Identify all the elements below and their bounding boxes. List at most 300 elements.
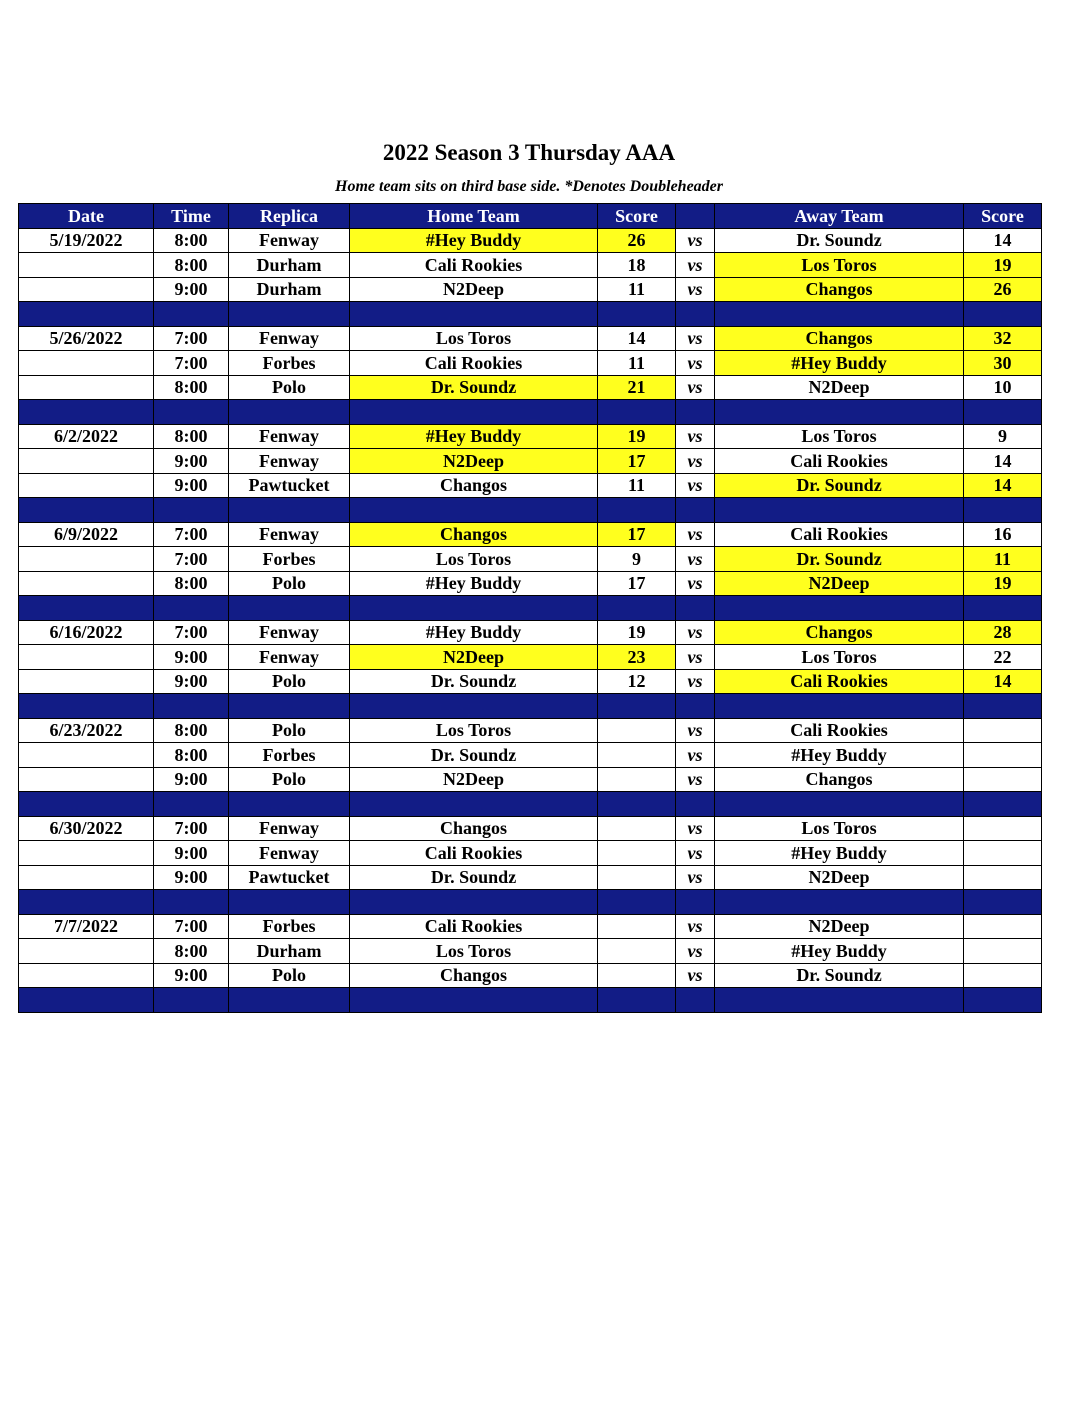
separator-cell	[598, 694, 676, 719]
game-date-empty	[19, 767, 154, 792]
away-team: Los Toros	[715, 424, 964, 449]
home-team: #Hey Buddy	[350, 228, 598, 253]
home-team: Dr. Soundz	[350, 375, 598, 400]
away-score	[964, 767, 1042, 792]
game-row	[19, 571, 1042, 596]
away-score	[964, 743, 1042, 768]
vs-label: vs	[676, 914, 715, 939]
separator-cell	[19, 596, 154, 621]
away-team: Cali Rookies	[715, 522, 964, 547]
away-score: 26	[964, 277, 1042, 302]
away-score: 28	[964, 620, 1042, 645]
game-date-empty	[19, 865, 154, 890]
week-separator-row	[19, 302, 1042, 327]
home-score	[598, 743, 676, 768]
game-row	[19, 253, 1042, 278]
separator-cell	[350, 890, 598, 915]
home-team: Cali Rookies	[350, 351, 598, 376]
vs-label: vs	[676, 473, 715, 498]
away-score	[964, 841, 1042, 866]
home-score	[598, 865, 676, 890]
game-date-empty	[19, 375, 154, 400]
away-score	[964, 939, 1042, 964]
game-time: 9:00	[154, 865, 229, 890]
game-row	[19, 424, 1042, 449]
game-date-empty	[19, 841, 154, 866]
game-time: 8:00	[154, 228, 229, 253]
home-team: Changos	[350, 963, 598, 988]
game-time: 9:00	[154, 841, 229, 866]
separator-cell	[676, 792, 715, 817]
home-score	[598, 914, 676, 939]
week-separator-row	[19, 694, 1042, 719]
separator-cell	[964, 596, 1042, 621]
separator-cell	[964, 792, 1042, 817]
game-field: Pawtucket	[229, 473, 350, 498]
away-score	[964, 718, 1042, 743]
vs-label: vs	[676, 253, 715, 278]
home-score: 26	[598, 228, 676, 253]
home-score: 21	[598, 375, 676, 400]
separator-cell	[154, 400, 229, 425]
schedule-table	[18, 203, 1042, 1013]
game-time: 8:00	[154, 424, 229, 449]
game-date: 6/30/2022	[19, 816, 154, 841]
separator-cell	[964, 890, 1042, 915]
away-score: 14	[964, 669, 1042, 694]
separator-cell	[19, 694, 154, 719]
home-score: 19	[598, 424, 676, 449]
game-row	[19, 841, 1042, 866]
home-score	[598, 816, 676, 841]
game-time: 9:00	[154, 277, 229, 302]
game-field: Fenway	[229, 841, 350, 866]
game-field: Durham	[229, 253, 350, 278]
away-score	[964, 914, 1042, 939]
separator-cell	[154, 498, 229, 523]
away-score	[964, 865, 1042, 890]
home-team: Los Toros	[350, 326, 598, 351]
separator-cell	[715, 988, 964, 1013]
game-field: Fenway	[229, 228, 350, 253]
separator-cell	[598, 498, 676, 523]
game-time: 7:00	[154, 547, 229, 572]
game-time: 9:00	[154, 963, 229, 988]
vs-label: vs	[676, 326, 715, 351]
vs-label: vs	[676, 522, 715, 547]
home-score	[598, 841, 676, 866]
home-team: Dr. Soundz	[350, 865, 598, 890]
separator-cell	[19, 400, 154, 425]
game-row	[19, 669, 1042, 694]
game-date: 5/19/2022	[19, 228, 154, 253]
game-date: 6/2/2022	[19, 424, 154, 449]
game-row	[19, 718, 1042, 743]
separator-cell	[350, 694, 598, 719]
game-row	[19, 939, 1042, 964]
game-field: Fenway	[229, 645, 350, 670]
separator-cell	[19, 792, 154, 817]
away-team: Cali Rookies	[715, 449, 964, 474]
home-team: Changos	[350, 816, 598, 841]
home-team: Changos	[350, 522, 598, 547]
home-score: 23	[598, 645, 676, 670]
separator-cell	[229, 400, 350, 425]
separator-cell	[154, 890, 229, 915]
separator-cell	[715, 890, 964, 915]
separator-cell	[715, 498, 964, 523]
game-field: Fenway	[229, 522, 350, 547]
game-time: 7:00	[154, 326, 229, 351]
away-team: #Hey Buddy	[715, 351, 964, 376]
separator-cell	[598, 792, 676, 817]
game-field: Polo	[229, 669, 350, 694]
vs-label: vs	[676, 277, 715, 302]
separator-cell	[229, 694, 350, 719]
header-replica: Replica	[229, 204, 350, 229]
home-team: Los Toros	[350, 547, 598, 572]
game-field: Polo	[229, 718, 350, 743]
home-team: Los Toros	[350, 939, 598, 964]
game-time: 7:00	[154, 816, 229, 841]
home-score: 14	[598, 326, 676, 351]
vs-label: vs	[676, 816, 715, 841]
separator-cell	[715, 596, 964, 621]
game-row	[19, 326, 1042, 351]
away-score: 16	[964, 522, 1042, 547]
home-score: 9	[598, 547, 676, 572]
vs-label: vs	[676, 963, 715, 988]
home-team: #Hey Buddy	[350, 571, 598, 596]
separator-cell	[154, 596, 229, 621]
header-home-score: Score	[598, 204, 676, 229]
separator-cell	[229, 988, 350, 1013]
vs-label: vs	[676, 375, 715, 400]
game-date-empty	[19, 253, 154, 278]
separator-cell	[964, 694, 1042, 719]
home-team: N2Deep	[350, 767, 598, 792]
game-date-empty	[19, 449, 154, 474]
home-score	[598, 963, 676, 988]
home-team: Los Toros	[350, 718, 598, 743]
game-time: 7:00	[154, 351, 229, 376]
vs-label: vs	[676, 449, 715, 474]
game-time: 9:00	[154, 767, 229, 792]
separator-cell	[229, 792, 350, 817]
game-date-empty	[19, 963, 154, 988]
separator-cell	[598, 890, 676, 915]
vs-label: vs	[676, 669, 715, 694]
game-time: 9:00	[154, 449, 229, 474]
vs-label: vs	[676, 939, 715, 964]
game-date-empty	[19, 571, 154, 596]
game-field: Fenway	[229, 424, 350, 449]
header-away-score: Score	[964, 204, 1042, 229]
vs-label: vs	[676, 865, 715, 890]
separator-cell	[229, 890, 350, 915]
game-field: Durham	[229, 939, 350, 964]
away-team: N2Deep	[715, 865, 964, 890]
vs-label: vs	[676, 571, 715, 596]
game-time: 9:00	[154, 645, 229, 670]
page-title: 2022 Season 3 Thursday AAA	[382, 140, 676, 165]
separator-cell	[350, 988, 598, 1013]
home-score: 19	[598, 620, 676, 645]
away-team: Los Toros	[715, 645, 964, 670]
away-score	[964, 816, 1042, 841]
game-time: 8:00	[154, 939, 229, 964]
separator-cell	[598, 302, 676, 327]
separator-cell	[19, 988, 154, 1013]
home-score	[598, 718, 676, 743]
away-score: 14	[964, 228, 1042, 253]
game-row	[19, 865, 1042, 890]
game-row	[19, 645, 1042, 670]
vs-label: vs	[676, 718, 715, 743]
week-separator-row	[19, 988, 1042, 1013]
separator-cell	[964, 988, 1042, 1013]
vs-label: vs	[676, 620, 715, 645]
week-separator-row	[19, 596, 1042, 621]
separator-cell	[154, 988, 229, 1013]
game-row	[19, 743, 1042, 768]
vs-label: vs	[676, 743, 715, 768]
away-team: #Hey Buddy	[715, 939, 964, 964]
away-score: 19	[964, 253, 1042, 278]
game-date-empty	[19, 939, 154, 964]
game-date: 5/26/2022	[19, 326, 154, 351]
away-team: Changos	[715, 326, 964, 351]
away-score: 10	[964, 375, 1042, 400]
away-score: 14	[964, 449, 1042, 474]
game-field: Durham	[229, 277, 350, 302]
away-score: 19	[964, 571, 1042, 596]
home-score: 12	[598, 669, 676, 694]
separator-cell	[676, 596, 715, 621]
away-score: 22	[964, 645, 1042, 670]
away-team: Dr. Soundz	[715, 963, 964, 988]
away-score: 32	[964, 326, 1042, 351]
game-date-empty	[19, 547, 154, 572]
home-score: 17	[598, 449, 676, 474]
vs-label: vs	[676, 767, 715, 792]
separator-cell	[350, 792, 598, 817]
away-score	[964, 963, 1042, 988]
vs-label: vs	[676, 547, 715, 572]
home-team: N2Deep	[350, 277, 598, 302]
home-team: Changos	[350, 473, 598, 498]
away-team: Changos	[715, 620, 964, 645]
game-field: Forbes	[229, 914, 350, 939]
separator-cell	[229, 596, 350, 621]
home-team: Dr. Soundz	[350, 669, 598, 694]
game-row	[19, 351, 1042, 376]
game-date-empty	[19, 669, 154, 694]
separator-cell	[715, 792, 964, 817]
week-separator-row	[19, 890, 1042, 915]
home-score	[598, 767, 676, 792]
header-vs	[676, 204, 715, 229]
game-row	[19, 767, 1042, 792]
separator-cell	[154, 694, 229, 719]
separator-cell	[715, 694, 964, 719]
separator-cell	[715, 302, 964, 327]
vs-label: vs	[676, 841, 715, 866]
game-row	[19, 547, 1042, 572]
game-row	[19, 473, 1042, 498]
game-field: Forbes	[229, 547, 350, 572]
game-field: Polo	[229, 571, 350, 596]
separator-cell	[19, 302, 154, 327]
game-date-empty	[19, 743, 154, 768]
separator-cell	[598, 988, 676, 1013]
week-separator-row	[19, 400, 1042, 425]
away-team: Los Toros	[715, 816, 964, 841]
game-date: 6/23/2022	[19, 718, 154, 743]
away-team: Los Toros	[715, 253, 964, 278]
separator-cell	[350, 302, 598, 327]
separator-cell	[676, 694, 715, 719]
game-row	[19, 449, 1042, 474]
away-team: N2Deep	[715, 914, 964, 939]
away-score: 9	[964, 424, 1042, 449]
separator-cell	[229, 302, 350, 327]
separator-cell	[676, 890, 715, 915]
vs-label: vs	[676, 424, 715, 449]
home-team: Cali Rookies	[350, 914, 598, 939]
home-score: 11	[598, 277, 676, 302]
game-time: 7:00	[154, 914, 229, 939]
away-team: N2Deep	[715, 375, 964, 400]
separator-cell	[350, 400, 598, 425]
game-row	[19, 914, 1042, 939]
home-score: 17	[598, 571, 676, 596]
game-time: 7:00	[154, 522, 229, 547]
away-team: Dr. Soundz	[715, 228, 964, 253]
home-team: #Hey Buddy	[350, 620, 598, 645]
game-field: Fenway	[229, 326, 350, 351]
separator-cell	[676, 302, 715, 327]
home-score: 11	[598, 473, 676, 498]
vs-label: vs	[676, 645, 715, 670]
header-date: Date	[19, 204, 154, 229]
game-field: Fenway	[229, 816, 350, 841]
game-field: Pawtucket	[229, 865, 350, 890]
away-team: Changos	[715, 767, 964, 792]
separator-cell	[19, 498, 154, 523]
game-date-empty	[19, 645, 154, 670]
header-home-team: Home Team	[350, 204, 598, 229]
game-row	[19, 816, 1042, 841]
game-row	[19, 228, 1042, 253]
separator-cell	[598, 400, 676, 425]
game-date-empty	[19, 473, 154, 498]
separator-cell	[19, 890, 154, 915]
game-time: 8:00	[154, 718, 229, 743]
home-score: 18	[598, 253, 676, 278]
home-team: Dr. Soundz	[350, 743, 598, 768]
game-field: Forbes	[229, 351, 350, 376]
game-row	[19, 620, 1042, 645]
away-team: Changos	[715, 277, 964, 302]
home-score: 11	[598, 351, 676, 376]
home-team: Cali Rookies	[350, 841, 598, 866]
game-date: 6/16/2022	[19, 620, 154, 645]
home-team: #Hey Buddy	[350, 424, 598, 449]
away-team: Dr. Soundz	[715, 473, 964, 498]
week-separator-row	[19, 792, 1042, 817]
game-time: 7:00	[154, 620, 229, 645]
game-field: Polo	[229, 767, 350, 792]
away-team: #Hey Buddy	[715, 743, 964, 768]
game-time: 9:00	[154, 473, 229, 498]
game-time: 9:00	[154, 669, 229, 694]
page-subtitle: Home team sits on third base side. *Denotes Doubleheader	[335, 178, 723, 195]
away-team: Dr. Soundz	[715, 547, 964, 572]
game-date-empty	[19, 351, 154, 376]
separator-cell	[964, 302, 1042, 327]
separator-cell	[350, 596, 598, 621]
separator-cell	[964, 400, 1042, 425]
separator-cell	[715, 400, 964, 425]
game-time: 8:00	[154, 375, 229, 400]
header-row	[19, 204, 1042, 229]
game-time: 8:00	[154, 743, 229, 768]
game-time: 8:00	[154, 253, 229, 278]
separator-cell	[154, 302, 229, 327]
game-field: Fenway	[229, 620, 350, 645]
game-field: Polo	[229, 963, 350, 988]
separator-cell	[676, 988, 715, 1013]
separator-cell	[676, 400, 715, 425]
home-team: Cali Rookies	[350, 253, 598, 278]
separator-cell	[598, 596, 676, 621]
home-team: N2Deep	[350, 645, 598, 670]
away-score: 30	[964, 351, 1042, 376]
separator-cell	[154, 792, 229, 817]
separator-cell	[229, 498, 350, 523]
game-time: 8:00	[154, 571, 229, 596]
vs-label: vs	[676, 351, 715, 376]
game-date: 7/7/2022	[19, 914, 154, 939]
home-score: 17	[598, 522, 676, 547]
away-team: #Hey Buddy	[715, 841, 964, 866]
game-field: Fenway	[229, 449, 350, 474]
game-row	[19, 522, 1042, 547]
game-row	[19, 375, 1042, 400]
home-team: N2Deep	[350, 449, 598, 474]
week-separator-row	[19, 498, 1042, 523]
away-score: 14	[964, 473, 1042, 498]
vs-label: vs	[676, 228, 715, 253]
home-score	[598, 939, 676, 964]
game-field: Polo	[229, 375, 350, 400]
away-team: N2Deep	[715, 571, 964, 596]
header-time: Time	[154, 204, 229, 229]
away-score: 11	[964, 547, 1042, 572]
separator-cell	[350, 498, 598, 523]
away-team: Cali Rookies	[715, 718, 964, 743]
game-field: Forbes	[229, 743, 350, 768]
away-team: Cali Rookies	[715, 669, 964, 694]
game-row	[19, 277, 1042, 302]
game-date: 6/9/2022	[19, 522, 154, 547]
header-away-team: Away Team	[715, 204, 964, 229]
game-date-empty	[19, 277, 154, 302]
schedule-body	[19, 228, 1042, 1012]
separator-cell	[964, 498, 1042, 523]
game-row	[19, 963, 1042, 988]
